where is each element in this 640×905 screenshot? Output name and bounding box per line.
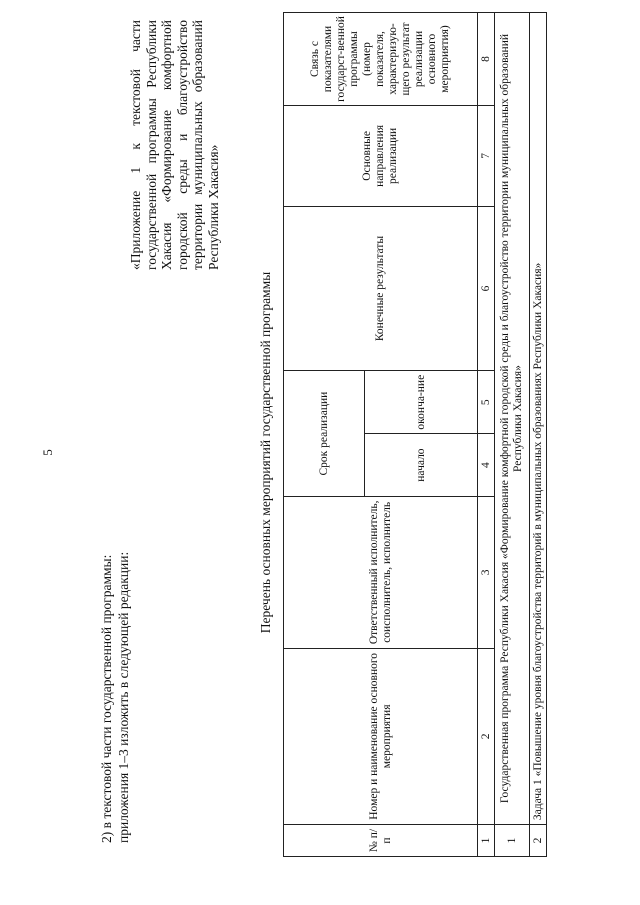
program-row-text: Государственная программа Республики Хакасия «Формирование комфортной городской среды и благоустройство территории муниципальных образований Республики Хакасия» (495, 13, 530, 825)
header-row (284, 13, 365, 857)
colnum-1: 1 (478, 825, 495, 857)
table-title: Перечень основных мероприятий государственной программы (258, 271, 273, 634)
program-row (495, 13, 530, 857)
task-row (530, 13, 547, 857)
colnum-6: 6 (478, 206, 495, 370)
page-number: 5 (40, 449, 55, 456)
header-indicators: Связь с показателями государст-венной программы (номер показателя, характеризую-щего результат реализации основного мероприятия) (284, 13, 478, 106)
colnum-3: 3 (478, 497, 495, 649)
measures-table (283, 12, 547, 857)
header-end: оконча-ние (365, 371, 478, 434)
appendix-note: «Приложение 1 к текстовой части государственной программы Республики Хакасия «Формирование комфортной городской среды и благоустройство территории муниципальных образований Республики Хакасия» (128, 20, 221, 270)
header-num: № п/п (284, 825, 478, 857)
colnum-7: 7 (478, 105, 495, 206)
program-row-num: 1 (495, 825, 530, 857)
intro-line-1: 2) в текстовой части государственной программы: (99, 554, 114, 843)
task-row-text: Задача 1 «Повышение уровня благоустройства территорий в муниципальных образованиях Республики Хакасия» (530, 13, 547, 825)
column-numbers-row (478, 13, 495, 857)
colnum-2: 2 (478, 648, 495, 824)
colnum-8: 8 (478, 13, 495, 106)
header-results: Конечные результаты (284, 206, 478, 370)
header-executor: Ответственный исполнитель, соисполнитель, исполнитель (284, 497, 478, 649)
task-row-num: 2 (530, 825, 547, 857)
header-term: Срок реализации (284, 371, 365, 497)
colnum-4: 4 (478, 434, 495, 497)
intro-line-2: приложения 1–3 изложить в следующей редакции: (116, 551, 131, 843)
intro-text (98, 423, 132, 843)
header-directions: Основные направления реализации (284, 105, 478, 206)
header-start: начало (365, 434, 478, 497)
colnum-5: 5 (478, 371, 495, 434)
header-measure: Номер и наименование основного мероприятия (284, 648, 478, 824)
